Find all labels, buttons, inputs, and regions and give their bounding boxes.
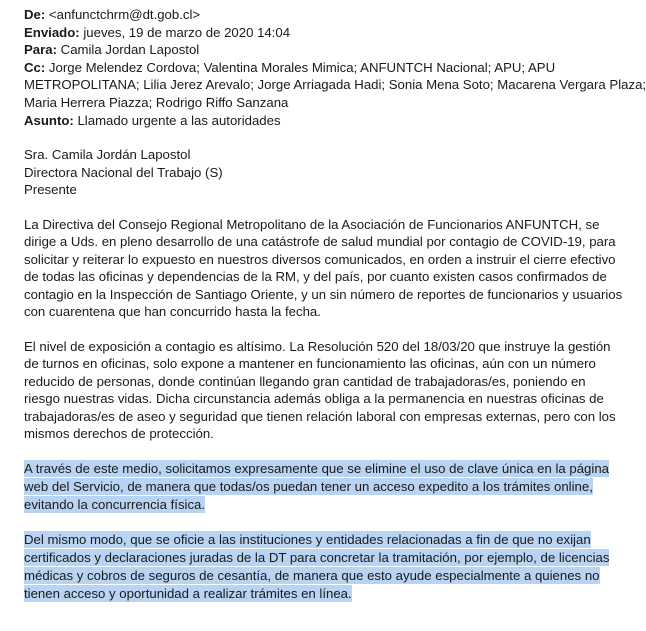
paragraph-line: de turnos en oficinas, solo expone a mantener en funcionamiento las oficinas, aún con un número [24,356,596,372]
to-label: Para: [24,42,57,58]
highlighted-paragraph-1[interactable] [24,460,636,514]
highlighted-paragraph-2[interactable] [24,531,636,603]
cc-line [24,59,636,77]
subject-label: Asunto: [24,112,74,128]
selected-text-line[interactable]: tienen acceso y oportunidad a realizar trámites en línea. [24,585,352,601]
selected-text-line[interactable]: Del mismo modo, que se oficie a las instituciones y entidades relacionadas a fin de que no exijan [24,531,591,547]
paragraph-line: mismos derechos de protección. [24,426,214,442]
cc-label: Cc: [24,59,46,75]
paragraph-line: de todas las oficinas y dependencias de la RM, y del país, por cuanto existen casos confirmados de [24,269,607,285]
body-paragraph-2 [24,338,636,443]
to-line [24,41,636,59]
from-label: De: [24,7,46,22]
cc-value-line-1: Jorge Melendez Cordova; Valentina Morales Mimica; ANFUNTCH Nacional; APU; APU [45,59,556,75]
subject-value: Llamado urgente a las autoridades [73,112,281,128]
salutation-line: Directora Nacional del Trabajo (S) [24,164,223,180]
salutation [24,146,636,199]
selected-text-line[interactable]: A través de este medio, solicitamos expresamente que se elimine el uso de clave única en la página [24,460,609,476]
sent-line [24,24,636,42]
selected-text-line[interactable]: médicas y cobros de seguros de cesantía, de manera que esto ayude especialmente a quienes no [24,567,600,583]
paragraph-line: con cuarentena que han concurrido hasta la fecha. [24,304,321,320]
body-paragraph-1 [24,216,636,321]
paragraph-line: solicitar y reiterar lo expuesto en nuestros diversos comunicados, en orden a instruir el cierre efectivo [24,251,616,267]
paragraph-line: riesgo nuestras vidas. Dicha circunstancia además obliga a la permanencia en nuestras oficinas de [24,391,604,407]
paragraph-line: dirige a Uds. en pleno desarrollo de una catástrofe de salud mundial por contagio de COVID-19, para [24,234,616,250]
paragraph-line: La Directiva del Consejo Regional Metropolitano de la Asociación de Funcionarios ANFUNTCH, se [24,216,600,232]
selected-text-line[interactable]: certificados y declaraciones juradas de la DT para concretar la tramitación, por ejemplo, de licencias [24,549,610,565]
to-value: Camila Jordan Lapostol [57,42,200,58]
salutation-line: Sra. Camila Jordán Lapostol [24,147,191,163]
from-line [24,6,636,24]
cc-value-line-3: Maria Herrera Piazza; Rodrigo Riffo Sanzana [24,94,289,110]
selected-text-line[interactable]: web del Servicio, de manera que todas/os puedan tener un acceso expedito a los trámites online, [24,478,593,494]
email-header [24,6,646,129]
paragraph-line: El nivel de exposición a contagio es altísimo. La Resolución 520 del 18/03/20 que instruye la gestión [24,338,611,354]
salutation-line: Presente [24,182,77,198]
sent-label: Enviado: [24,24,80,40]
cc-value-line-2: METROPOLITANA; Lilia Jerez Arevalo; Jorge Arriagada Hadi; Sonia Mena Soto; Macarena Vergara Plaza; [24,77,646,93]
subject-line [24,112,636,130]
sent-value: jueves, 19 de marzo de 2020 14:04 [79,24,291,40]
paragraph-line: trabajadoras/es de aseo y seguridad que tienen relación laboral con empresas externas, pero con los [24,408,616,424]
from-value: <anfunctchrm@dt.gob.cl> [45,7,201,22]
paragraph-line: reducido de personas, donde continúan llegando gran cantidad de trabajadoras/es, poniendo en [24,373,586,389]
paragraph-line: contagio en la Inspección de Santiago Oriente, y un sin número de reportes de funcionarios y usuarios [24,286,623,302]
selected-text-line[interactable]: evitando la concurrencia física. [24,496,206,512]
